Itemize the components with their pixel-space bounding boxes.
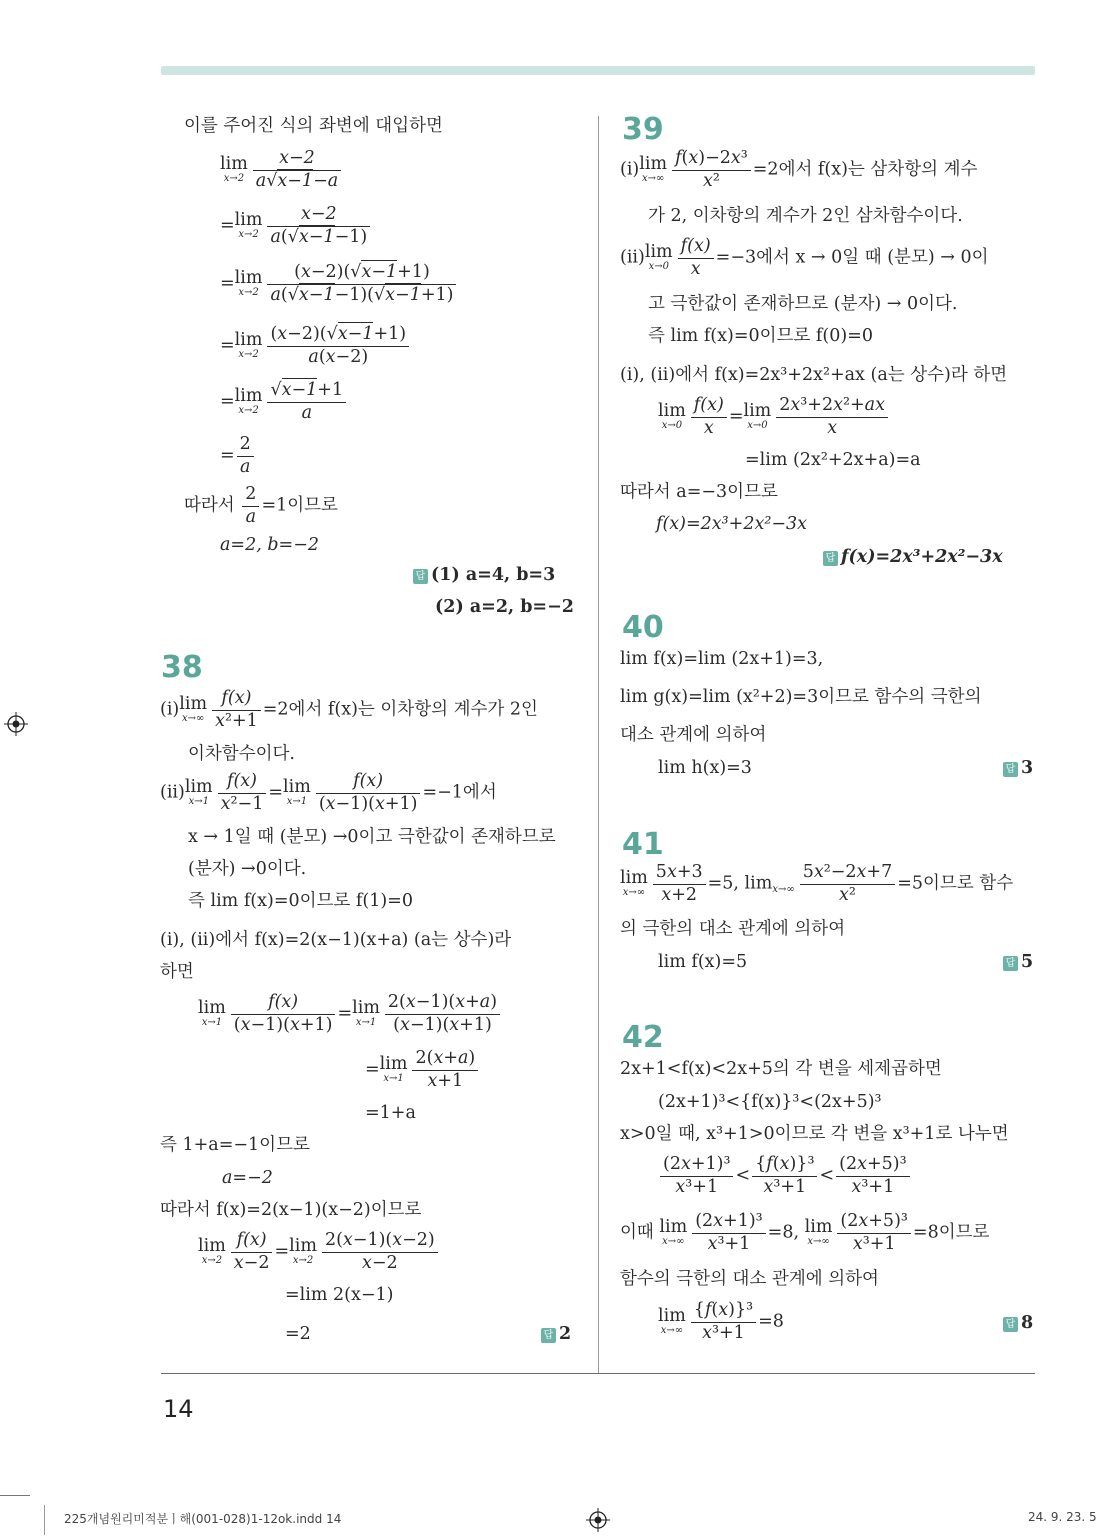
answer-38: 답 2 [541,1326,571,1344]
p38-line-j: =lim 2(x−1) [285,1285,394,1305]
registration-mark-icon [4,712,28,736]
p40-line-b: lim g(x)=lim (x²+2)=3이므로 함수의 극한의 [620,687,982,707]
p38-case-i: (i) lim x→∞ $\frac{f(x)}{\text{x²+1}}$ =2에서 f(x)는 이차항의 계수가 2인 [160,688,538,731]
answer-tag-icon: 답 [541,1328,556,1343]
problem-number-39: 39 [622,112,664,147]
problem-number-40: 40 [622,610,664,645]
p39-case-ii-cont: 고 극한값이 존재하므로 (분자) → 0이다. [648,294,958,314]
p38-line-f: =1+a [365,1103,416,1123]
p38-case-i-cont: 이차함수이다. [188,744,295,764]
limit-step-5: = lim x→2 $\frac{√x-1+1}{a}$ [220,382,348,422]
ab-values: a=2, b=−2 [220,535,320,555]
problem-number-42: 42 [622,1020,664,1055]
p42-inequality: $\frac{\text{(2x+1)³}}{\text{x³+1}}$ < $\frac{\text{\{f(x)\}³}}{\text{x³+1}}$ < $\frac{\text{(2x+5)³}}{\text{x³+1}}$ [658,1156,912,1196]
limit-step-6: = $\frac{2}{a}$ [220,436,256,476]
p38-line-i: 따라서 f(x)=2(x−1)(x−2)이므로 [160,1200,422,1220]
page-number: 14 [163,1395,194,1423]
p42-line-b: (2x+1)³<{f(x)}³<(2x+5)³ [658,1092,882,1112]
answer-tag-icon: 답 [1003,762,1018,777]
p39-line-g: f(x)=2x³+2x²−3x [656,514,808,534]
p39-case-i: (i) lim x→∞ $\frac{\text{f(x)−2x³}}{\text{x²}}$ =2에서 f(x)는 삼차항의 계수 [620,148,978,191]
limit-step-4: = lim x→2 $\frac{(x-2)(√x-1+1)}{a(x-2)}$ [220,326,411,366]
p38-limit-a: lim x→1 $\frac{f(x)}{(x-1)(x+1)}$ = lim x→1 $\frac{2(x-1)(x+a)}{(x-1)(x+1)}$ [198,994,502,1034]
p38-line-a: x → 1일 때 (분모) →0이고 극한값이 존재하므로 [188,827,556,847]
p40-line-a: lim f(x)=lim (2x+1)=3, [620,649,824,669]
answer-41: 답 5 [1003,954,1033,972]
conclusion-line: 따라서 $\frac{2}{a}$ =1이므로 [184,484,338,527]
p39-limit-a: lim x→0 $\frac{f(x)}{x}$ = lim x→0 $\frac{\text{2x³+2x²+ax}}{x}$ [658,397,890,437]
p41-line-c: lim f(x)=5 [658,952,748,972]
footer-filename: 225개념원리미적분ㅣ해(001-028)1-12ok.indd 14 [64,1512,342,1526]
answer-37-1: 답 (1) a=4, b=3 [413,567,555,585]
bottom-rule [161,1373,1035,1374]
p39-case-i-cont: 가 2, 이차항의 계수가 2인 삼차함수이다. [648,206,963,226]
crop-line [44,1505,45,1535]
p42-line-d: 이때 lim x→∞ $\frac{\text{(2x+1)³}}{\text{x³+1}}$ =8, lim x→∞ $\frac{\text{(2x+5)³}}{\text{x³+1}}$ =8이므로 [620,1211,990,1254]
footer-date: 24. 9. 23. 5 [1028,1510,1097,1524]
answer-37-2: (2) a=2, b=−2 [435,597,574,617]
registration-mark-icon [586,1508,610,1532]
p38-limit-c: lim x→2 $\frac{f(x)}{x-2}$ = lim x→2 $\frac{2(x-1)(x-2)}{x-2}$ [198,1232,440,1272]
top-accent-bar [161,66,1035,75]
p38-line-d: (i), (ii)에서 f(x)=2(x−1)(x+a) (a는 상수)라 [160,930,512,950]
column-divider [598,116,599,1373]
p38-line-h: a=−2 [222,1168,273,1188]
p42-line-f: lim x→∞ $\frac{\text{\{f(x)\}³}}{\text{x³+1}}$ =8 [658,1300,784,1343]
answer-42: 답 8 [1003,1315,1033,1333]
p39-line-c: 즉 lim f(x)=0이므로 f(0)=0 [648,326,873,346]
p39-line-d: (i), (ii)에서 f(x)=2x³+2x²+ax (a는 상수)라 하면 [620,365,1008,385]
p42-line-c: x>0일 때, x³+1>0이므로 각 변을 x³+1로 나누면 [620,1124,1009,1144]
limit-step-2: = lim x→2 $\frac{x-2}{a(√x-1-1)}$ [220,206,372,246]
p38-case-ii: (ii) lim x→1 $\frac{f(x)}{\text{x²−1}}$ = lim x→1 $\frac{f(x)}{(x-1)(x+1)}$ =−1에서 [160,771,497,814]
answer-tag-icon: 답 [823,551,838,566]
answer-tag-icon: 답 [1003,1317,1018,1332]
p38-limit-b: = lim x→1 $\frac{2(x+a)}{x+1}$ [365,1050,480,1090]
p38-line-g: 즉 1+a=−1이므로 [160,1135,310,1155]
p38-line-e: 하면 [160,962,194,982]
p41-line-b: 의 극한의 대소 관계에 의하여 [620,919,846,939]
p38-line-k: =2 [285,1324,311,1344]
answer-tag-icon: 답 [1003,956,1018,971]
p39-line-e: =lim (2x²+2x+a)=a [745,450,921,470]
crop-line [0,1495,30,1496]
answer-tag-icon: 답 [413,569,428,584]
answer-39: 답 f(x)=2x³+2x²−3x [823,549,1003,567]
problem-number-38: 38 [161,650,203,685]
limit-step-1: lim x→2 $\frac{x-2}{a√x-1-a}$ [220,150,343,190]
problem-number-41: 41 [622,827,664,862]
p38-line-c: 즉 lim f(x)=0이므로 f(1)=0 [188,891,413,911]
p42-line-e: 함수의 극한의 대소 관계에 의하여 [620,1269,879,1289]
answer-40: 답 3 [1003,760,1033,778]
p39-case-ii: (ii) lim x→0 $\frac{f(x)}{x}$ =−3에서 x → 0일 때 (분모) → 0이 [620,236,989,279]
p39-line-f: 따라서 a=−3이므로 [620,482,778,502]
p38-line-b: (분자) →0이다. [188,859,307,879]
p42-line-a: 2x+1<f(x)<2x+5의 각 변을 세제곱하면 [620,1059,942,1079]
limit-step-3: = lim x→2 $\frac{(x-2)(√x-1+1)}{a(√x-1-1)(√x-1+1)}$ [220,264,458,304]
p40-line-d: lim h(x)=3 [658,758,752,778]
p41-line-a: lim x→∞ $\frac{5x+3}{x+2}$ =5, lim x→∞ $\frac{\text{5x²−2x+7}}{\text{x²}}$ =5이므로 함수 [620,862,1014,905]
intro-text: 이를 주어진 식의 좌변에 대입하면 [184,116,443,136]
p40-line-c: 대소 관계에 의하여 [620,725,767,745]
